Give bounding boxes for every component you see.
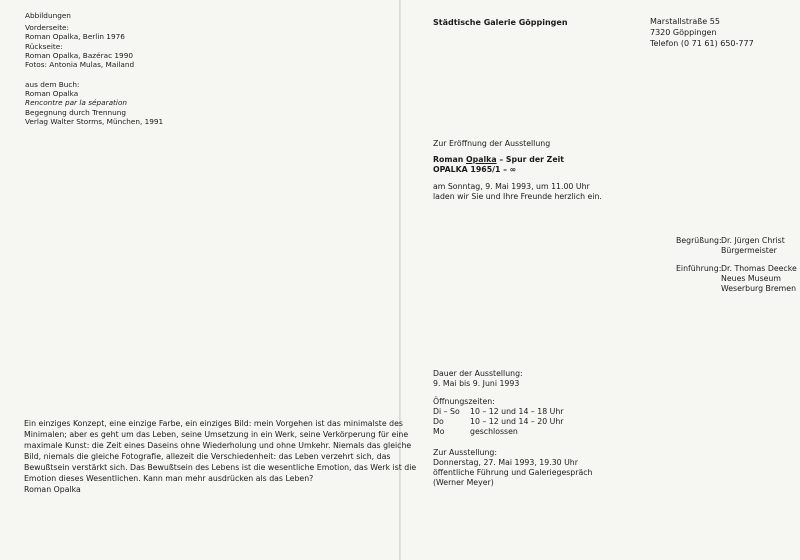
intro-org-1: Neues Museum — [721, 274, 781, 283]
hours-row2-day: Do — [433, 417, 444, 426]
opening-date: am Sonntag, 9. Mai 1993, um 11.00 Uhr — [433, 182, 590, 191]
hours-label: Öffnungszeiten: — [433, 397, 495, 406]
book-source — [25, 80, 163, 126]
intro-org-2: Weserburg Bremen — [721, 284, 797, 293]
book-line-3: Rencontre par la séparation — [25, 98, 128, 108]
exhibition-subtitle: OPALKA 1965/1 – ∞ — [433, 165, 517, 174]
hours-row3-day: Mo — [433, 427, 445, 436]
gallery-name: Städtische Galerie Göppingen — [433, 18, 568, 27]
gallery-address — [650, 16, 754, 49]
greeting-label: Begrüßung: — [676, 236, 722, 245]
event-guide: (Werner Meyer) — [433, 478, 494, 487]
event-label: Zur Ausstellung: — [433, 448, 498, 457]
quote-line-5: Bewußtsein verstärkt sich. Das Bewußtsein des Lebens ist die wesentliche Emotion, das Werk ist die — [24, 463, 417, 472]
quote-line-3: maximale Kunst: die Zeit eines Daseins ohne Wiederholung und ohne Umkehr. Niemals das gleiche — [24, 441, 412, 450]
credits-back-text: Roman Opalka, Bazérac 1990 — [25, 50, 133, 60]
hours-row1-time: 10 – 12 und 14 – 18 Uhr — [470, 407, 564, 416]
book-line-1: aus dem Buch: — [25, 80, 80, 89]
address-city: 7320 Göppingen — [650, 28, 717, 37]
quote-line-1: Ein einziges Konzept, eine einzige Farbe, ein einziges Bild: mein Vorgehen ist das minimalste des — [24, 419, 403, 428]
opalka-quote — [24, 418, 416, 495]
event-description: öffentliche Führung und Galeriegespräch — [433, 468, 593, 477]
quote-line-2: Minimalen; aber es geht um das Leben, seine Umsetzung in ein Werk, seine Verkörperung für eine — [24, 430, 409, 439]
invitation — [433, 139, 602, 202]
credits-photos: Fotos: Antonia Mulas, Mailand — [25, 60, 135, 70]
book-line-4: Begegnung durch Trennung — [25, 107, 126, 117]
invitation-intro: Zur Eröffnung der Ausstellung — [433, 139, 551, 148]
intro-label: Einführung: — [676, 264, 722, 273]
book-line-5: Verlag Walter Storms, München, 1991 — [25, 116, 164, 126]
exhibition-info — [433, 369, 633, 489]
invite-line: laden wir Sie und Ihre Freunde herzlich ein. — [433, 192, 602, 201]
quote-line-6: Emotion dieses Wesentlichen. Kann man mehr ausdrücken als das Leben? — [24, 474, 314, 483]
title-suffix: – Spur der Zeit — [496, 155, 565, 164]
credits-back-label: Rückseite: — [25, 41, 63, 51]
credits-front-text: Roman Opalka, Berlin 1976 — [25, 32, 125, 42]
address-phone: Telefon (0 71 61) 650-777 — [650, 39, 754, 48]
event-date: Donnerstag, 27. Mai 1993, 19.30 Uhr — [433, 458, 578, 467]
speakers — [676, 236, 796, 294]
address-street: Marstallstraße 55 — [650, 17, 720, 26]
hours-row1-day: Di – So — [433, 407, 460, 416]
greeting-name: Dr. Jürgen Christ — [721, 236, 785, 245]
greeting-role: Bürgermeister — [721, 246, 777, 255]
credits-front-label: Vorderseite: — [25, 23, 70, 33]
exhibition-title — [433, 155, 602, 165]
book-line-2: Roman Opalka — [25, 89, 79, 99]
hours-row3-time: geschlossen — [470, 427, 518, 436]
image-credits — [25, 11, 134, 69]
credits-heading: Abbildungen — [25, 11, 71, 20]
intro-name: Dr. Thomas Deecke — [721, 264, 797, 273]
quote-line-4: Bild, niemals die gleiche Fotografie, allezeit die Verschiedenheit: das Leben verzehrt sich, das — [24, 452, 391, 461]
quote-author: Roman Opalka — [24, 485, 81, 494]
title-name: Opalka — [466, 155, 497, 164]
title-prefix: Roman — [433, 155, 467, 164]
hours-row2-time: 10 – 12 und 14 – 20 Uhr — [470, 417, 564, 426]
duration-value: 9. Mai bis 9. Juni 1993 — [433, 379, 520, 388]
duration-label: Dauer der Ausstellung: — [433, 369, 523, 378]
